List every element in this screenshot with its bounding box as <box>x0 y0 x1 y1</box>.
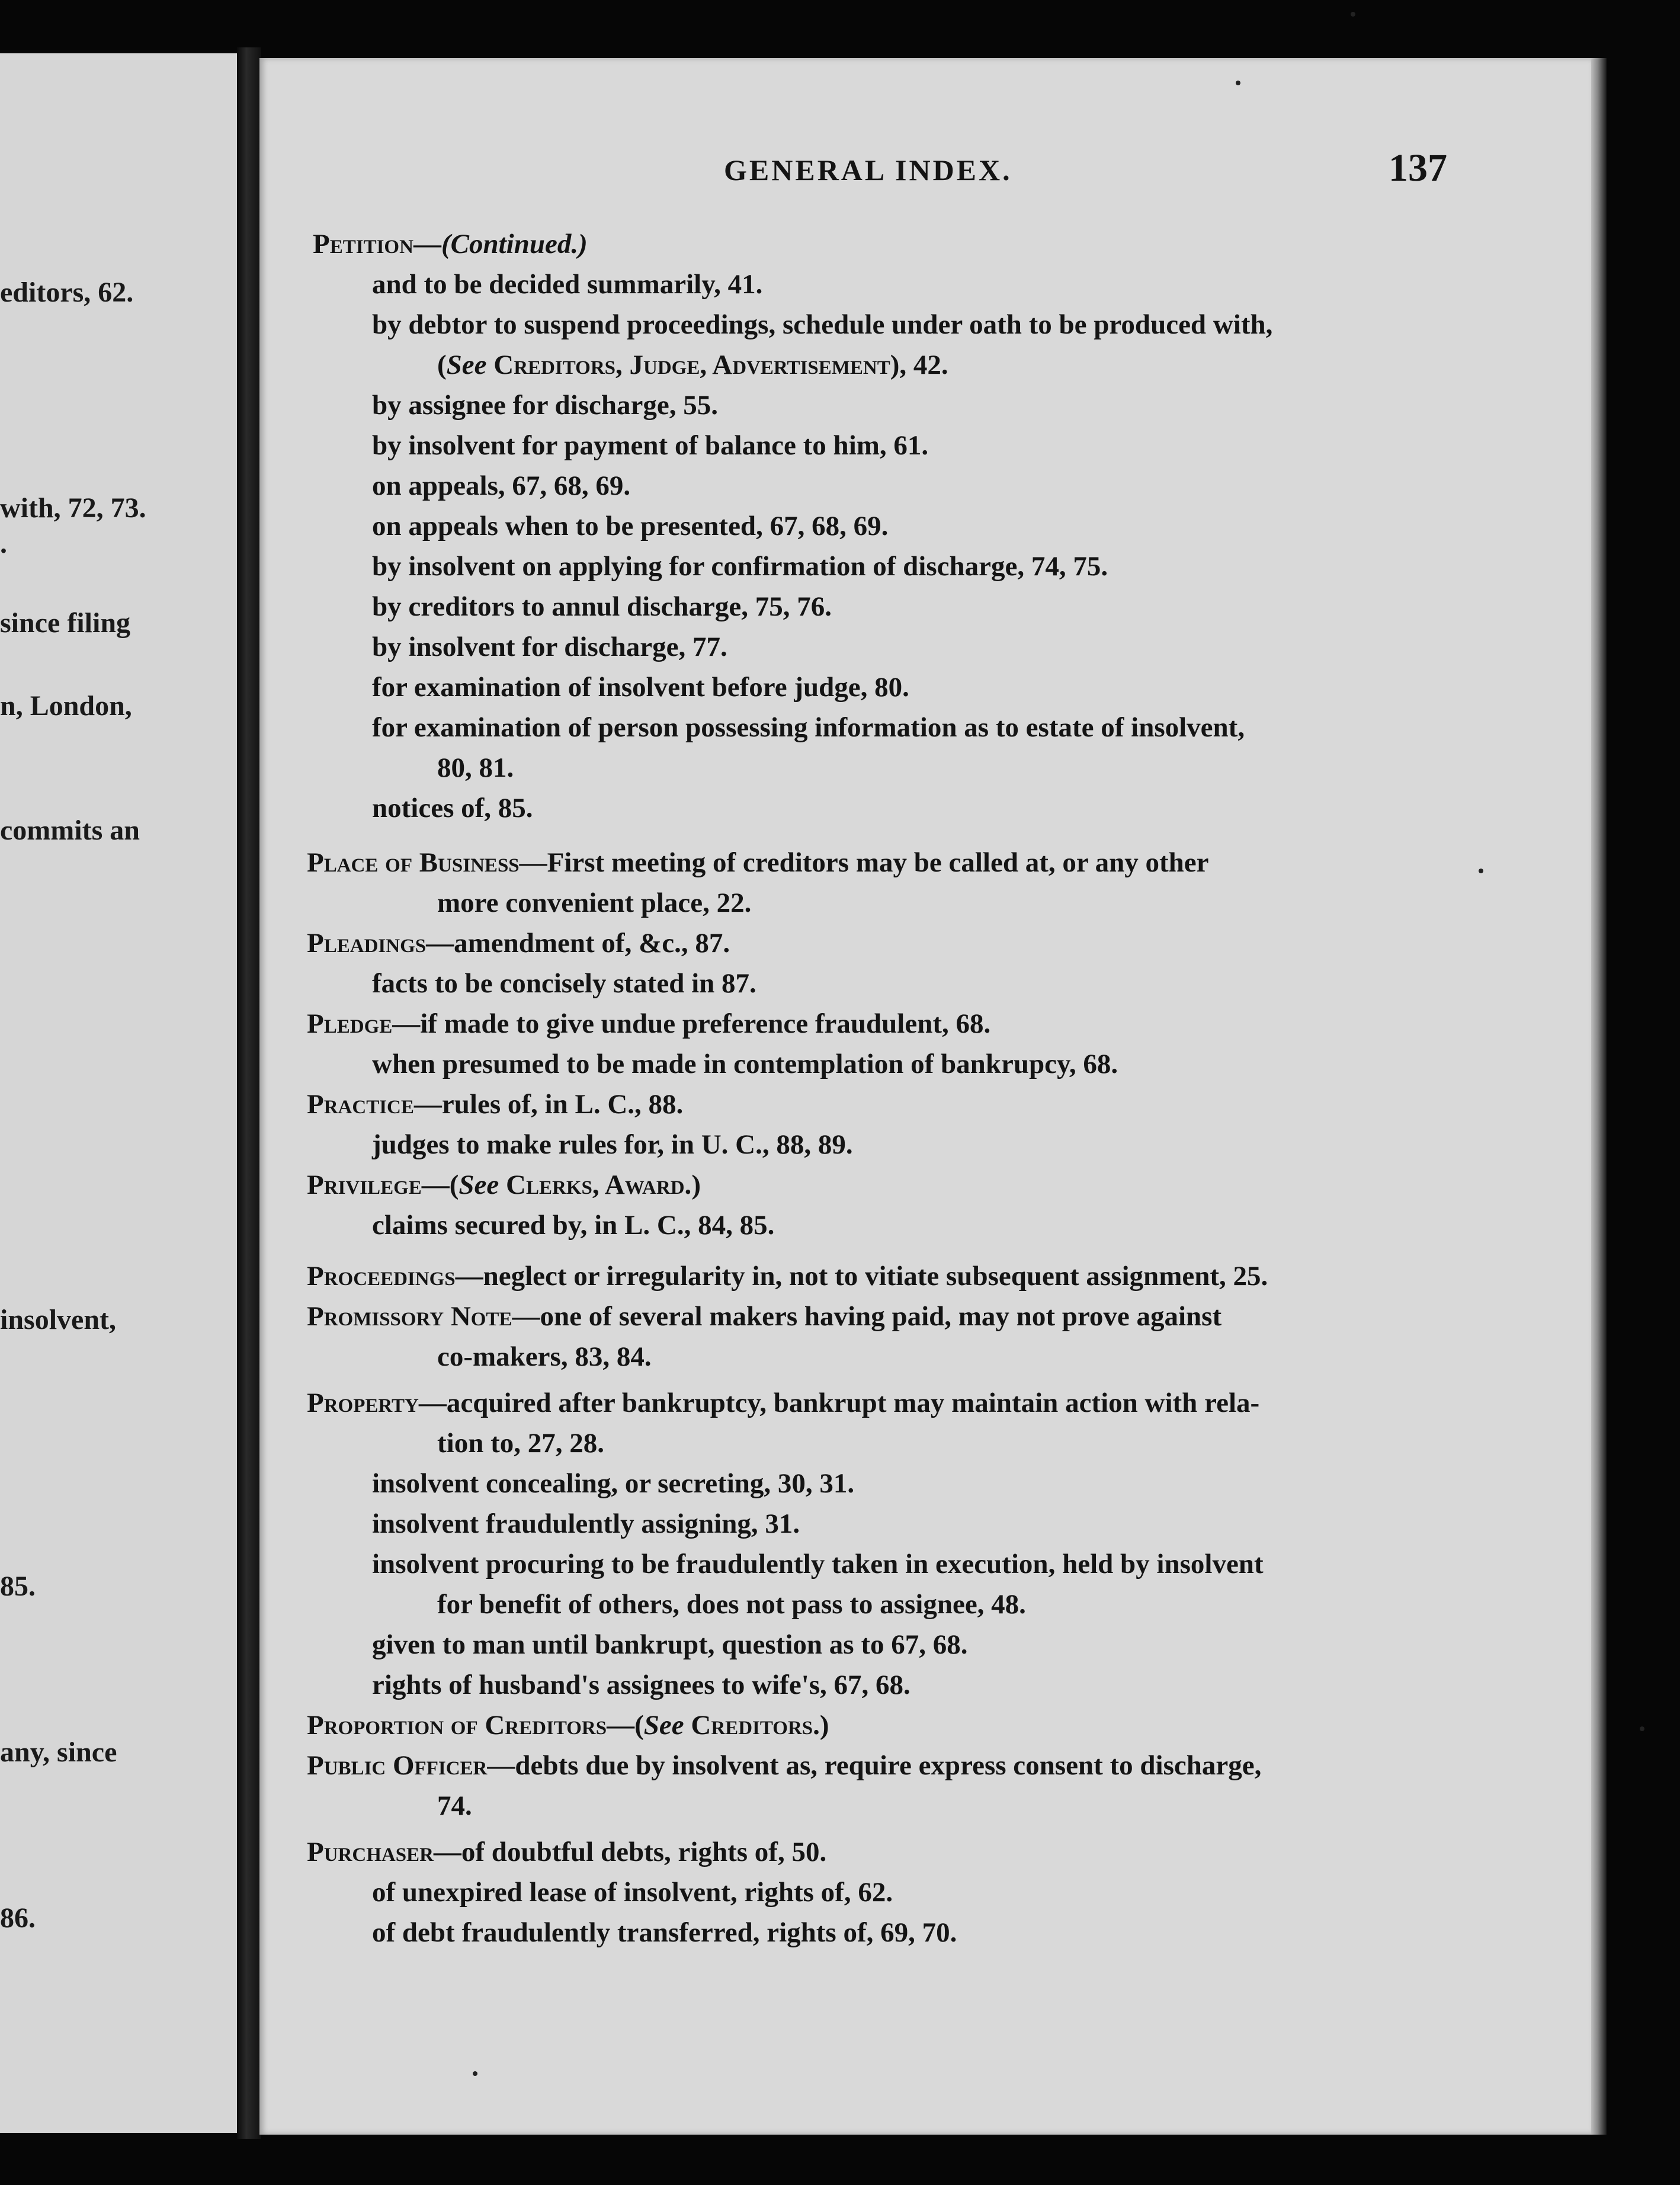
index-subentry: for examination of insolvent before judge, 80. <box>372 672 909 703</box>
left-fragment: with, 72, 73. <box>0 492 146 524</box>
index-entry-purchaser: Purchaser—of doubtful debts, rights of, 50. <box>307 1837 827 1867</box>
entry-heading: Pledge <box>307 1008 393 1039</box>
left-fragment: editors, 62. <box>0 277 134 308</box>
left-fragment: insolvent, <box>0 1304 117 1335</box>
entry-heading: Pleadings <box>307 928 427 959</box>
index-subentry: judges to make rules for, in U. C., 88, 89. <box>372 1129 853 1160</box>
index-subentry-continued: for benefit of others, does not pass to assignee, 48. <box>437 1589 1026 1620</box>
index-subentry: notices of, 85. <box>372 793 533 824</box>
entry-heading: Public Officer <box>307 1750 488 1781</box>
index-entry-promissory-note: Promissory Note—one of several makers having paid, may not prove against <box>307 1301 1222 1332</box>
index-entry-proportion-of-creditors: Proportion of Creditors—(See Creditors.) <box>307 1710 829 1741</box>
index-subentry: by insolvent on applying for confirmation of discharge, 74, 75. <box>372 551 1108 582</box>
index-entry-property: Property—acquired after bankruptcy, bankrupt may maintain action with rela- <box>307 1388 1260 1418</box>
running-head: GENERAL INDEX. <box>724 153 1012 187</box>
index-subentry: and to be decided summarily, 41. <box>372 269 763 300</box>
index-subentry: when presumed to be made in contemplation of bankrupcy, 68. <box>372 1049 1118 1079</box>
index-entry-privilege: Privilege—(See Clerks, Award.) <box>307 1170 701 1200</box>
index-subentry: facts to be concisely stated in 87. <box>372 968 756 999</box>
book-gutter <box>237 47 261 2139</box>
index-subentry-continued: 80, 81. <box>437 752 514 783</box>
scan-speck <box>473 2071 477 2076</box>
entry-heading: Promissory Note <box>307 1301 512 1332</box>
index-entry-public-officer: Public Officer—debts due by insolvent as, require express consent to discharge, <box>307 1750 1262 1781</box>
scan-speck <box>1351 12 1355 17</box>
scan-speck <box>1640 1726 1644 1731</box>
index-subentry: by debtor to suspend proceedings, schedule under oath to be produced with, <box>372 309 1273 340</box>
scan-speck <box>1236 81 1240 85</box>
index-subentry: on appeals, 67, 68, 69. <box>372 470 631 501</box>
page-edge <box>1591 58 1607 2135</box>
index-subentry-continued: 74. <box>437 1790 472 1821</box>
left-fragment: any, since <box>0 1737 117 1768</box>
index-subentry: by creditors to annul discharge, 75, 76. <box>372 591 832 622</box>
index-subentry: rights of husband's assignees to wife's, 67, 68. <box>372 1670 910 1700</box>
left-fragment: . <box>0 528 7 559</box>
index-subentry: insolvent fraudulently assigning, 31. <box>372 1508 800 1539</box>
continued-label: (Continued.) <box>441 229 588 259</box>
index-subentry: by assignee for discharge, 55. <box>372 390 719 421</box>
scan-speck <box>1479 869 1483 873</box>
index-subentry: insolvent procuring to be fraudulently taken in execution, held by insolvent <box>372 1549 1264 1580</box>
entry-heading: Place of Business <box>307 847 520 878</box>
index-subentry-continued: tion to, 27, 28. <box>437 1428 604 1459</box>
index-subentry-continued: co-makers, 83, 84. <box>437 1341 652 1372</box>
index-subentry-continued: more convenient place, 22. <box>437 888 752 918</box>
left-fragment: commits an <box>0 815 140 846</box>
index-entry-proceedings: Proceedings—neglect or irregularity in, not to vitiate subsequent assignment, 25. <box>307 1261 1268 1292</box>
left-fragment: since filing <box>0 607 131 639</box>
entry-heading: Practice <box>307 1089 414 1120</box>
index-subentry: by insolvent for discharge, 77. <box>372 632 727 662</box>
left-fragment: 85. <box>0 1571 36 1602</box>
see-reference: (See Creditors, Judge, Advertisement), 42. <box>437 350 948 380</box>
index-entry-place-of-business: Place of Business—First meeting of creditors may be called at, or any other <box>307 847 1209 878</box>
index-subentry: by insolvent for payment of balance to him, 61. <box>372 430 929 461</box>
left-fragment: 86. <box>0 1902 36 1934</box>
entry-heading: Privilege <box>307 1170 422 1200</box>
index-subentry: claims secured by, in L. C., 84, 85. <box>372 1210 775 1241</box>
index-entry-pleadings: Pleadings—amendment of, &c., 87. <box>307 928 730 959</box>
left-page-strip <box>0 53 237 2133</box>
page-number: 137 <box>1389 146 1447 190</box>
index-entry-pledge: Pledge—if made to give undue preference fraudulent, 68. <box>307 1008 991 1039</box>
index-subentry: of debt fraudulently transferred, rights of, 69, 70. <box>372 1917 957 1948</box>
index-subentry: for examination of person possessing information as to estate of insolvent, <box>372 712 1245 743</box>
index-entry-practice: Practice—rules of, in L. C., 88. <box>307 1089 684 1120</box>
entry-heading: Purchaser <box>307 1837 434 1867</box>
index-subentry: given to man until bankrupt, question as to 67, 68. <box>372 1629 968 1660</box>
index-entry-petition: Petition—(Continued.) <box>313 229 588 259</box>
entry-heading: Proceedings <box>307 1261 456 1292</box>
entry-heading: Proportion of Creditors <box>307 1710 607 1741</box>
index-subentry: on appeals when to be presented, 67, 68, 69. <box>372 511 889 542</box>
entry-heading: Petition <box>313 229 413 259</box>
index-subentry: insolvent concealing, or secreting, 30, 31. <box>372 1468 855 1499</box>
left-fragment: n, London, <box>0 690 132 722</box>
index-subentry: of unexpired lease of insolvent, rights of, 62. <box>372 1877 893 1908</box>
entry-heading: Property <box>307 1388 419 1418</box>
